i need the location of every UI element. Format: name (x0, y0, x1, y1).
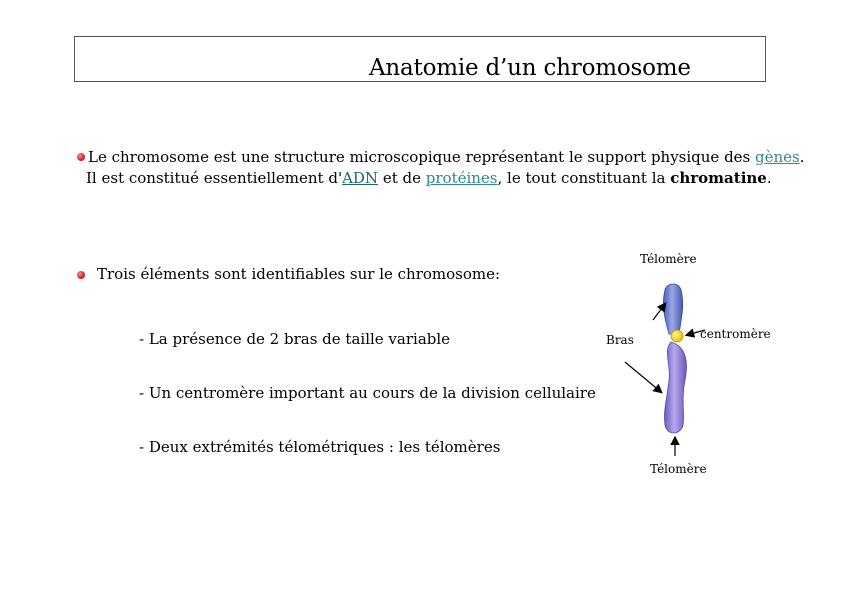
intro-line-1 (88, 147, 805, 168)
proteines-link[interactable]: protéines (425, 169, 498, 187)
arrow-top-telomere (653, 304, 665, 320)
intro-line-2 (86, 168, 805, 189)
lower-arm-shape (664, 342, 686, 433)
label-centromere: centromère (700, 327, 771, 341)
intro-text: et de (378, 169, 426, 187)
element-item-centromere: - Un centromère important au cours de la division cellulaire (139, 384, 596, 402)
intro-text: . (766, 169, 772, 187)
label-telomere-bottom: Télomère (650, 462, 707, 476)
element-item-arms: - La présence de 2 bras de taille variable (139, 330, 451, 348)
elements-heading: Trois éléments sont identifiables sur le chromosome: (97, 265, 501, 283)
adn-link[interactable]: ADN (342, 169, 379, 187)
intro-text: , le tout constituant la (497, 169, 671, 187)
upper-arm-shape (663, 284, 682, 334)
chromatine-term: chromatine (670, 169, 767, 187)
label-arms: Bras (606, 333, 634, 347)
element-item-telomeres: - Deux extrémités télométriques : les télomères (139, 438, 501, 456)
bullet-icon (77, 271, 85, 279)
label-telomere-top: Télomère (640, 252, 697, 266)
genes-link[interactable]: gènes (755, 148, 800, 166)
intro-paragraph (88, 147, 805, 189)
intro-text: Il est constitué essentiellement d' (86, 169, 343, 187)
centromere-dot (671, 330, 683, 342)
intro-text: . (799, 148, 805, 166)
chromosome-diagram (595, 250, 770, 480)
arrow-arms (625, 362, 661, 392)
title-box (74, 36, 766, 82)
intro-text: Le chromosome est une structure microscopique représentant le support physique des (88, 148, 756, 166)
bullet-icon (77, 153, 85, 161)
page-title: Anatomie d’un chromosome (369, 55, 691, 81)
